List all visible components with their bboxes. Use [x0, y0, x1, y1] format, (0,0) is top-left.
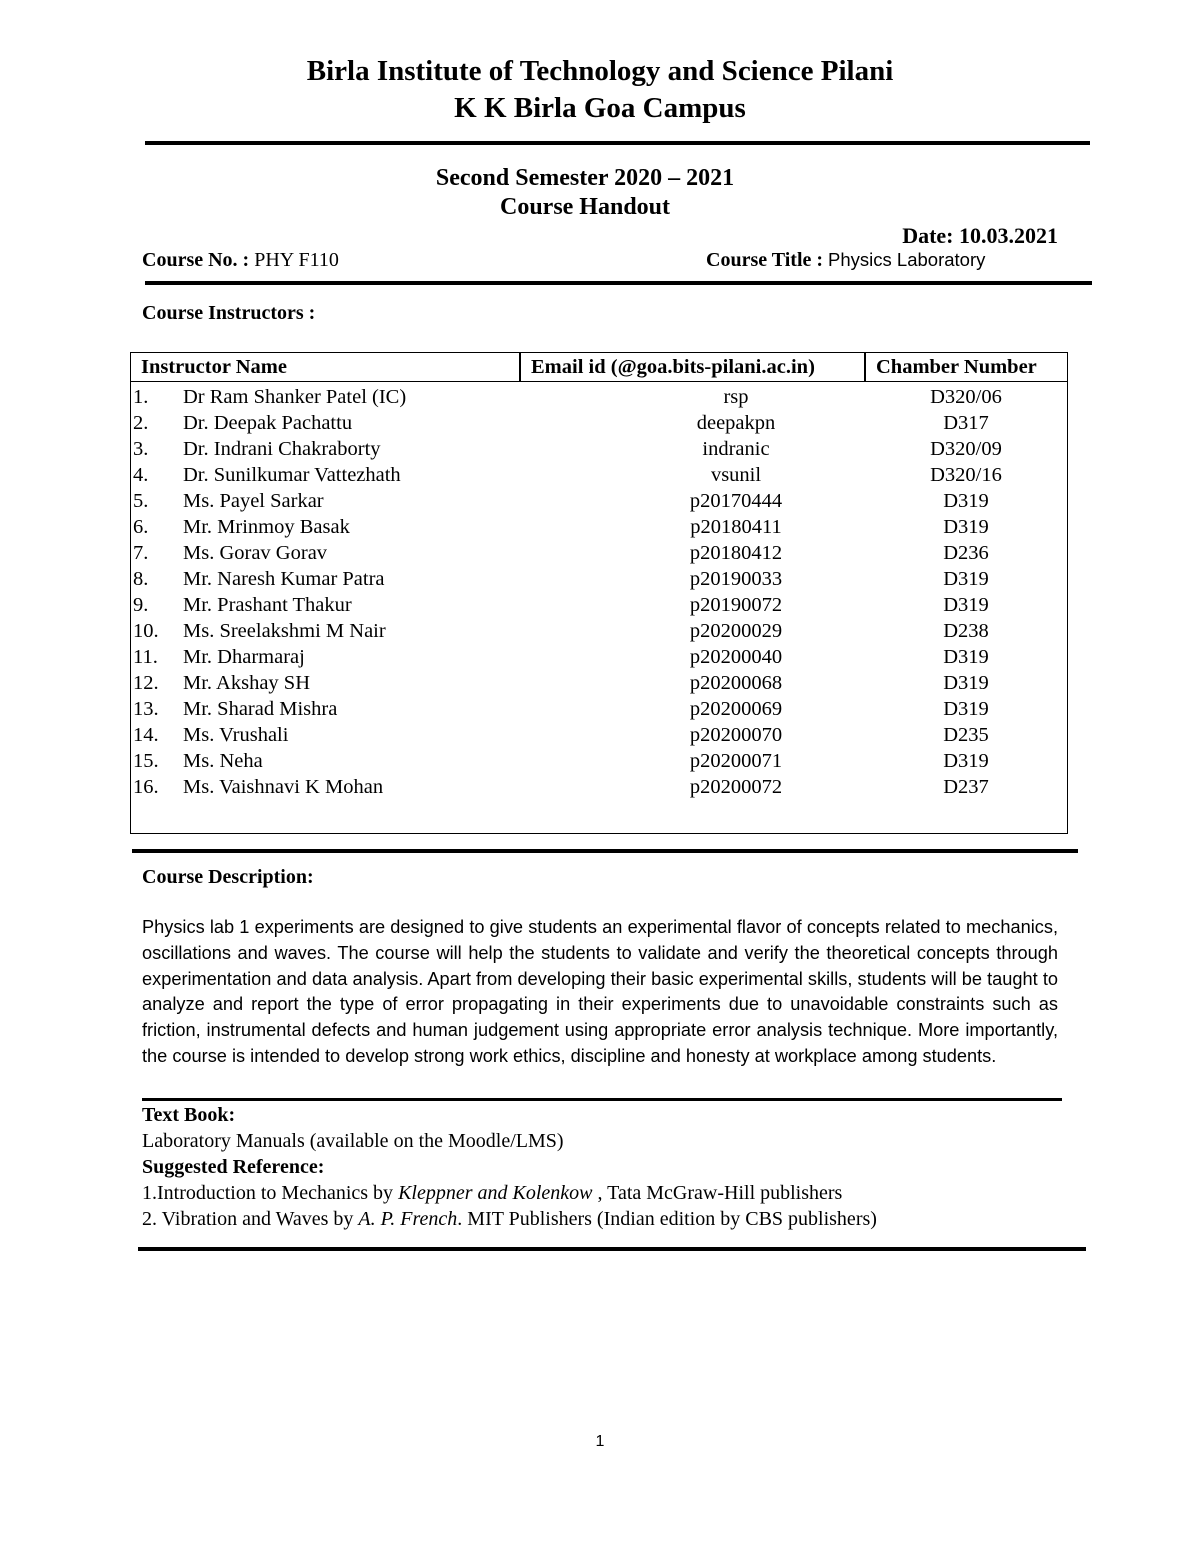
instructor-name: Dr. Indrani Chakraborty	[183, 438, 381, 460]
description-rule	[142, 1098, 1062, 1101]
column-divider	[519, 353, 521, 381]
instructor-name: Dr Ram Shanker Patel (IC)	[183, 386, 407, 408]
row-number: 13.	[133, 698, 159, 720]
instructor-chamber: D319	[943, 698, 989, 720]
row-number: 16.	[133, 776, 159, 798]
reference-2-authors: A. P. French	[358, 1208, 458, 1230]
reference-label: Suggested Reference:	[142, 1156, 325, 1178]
table-row	[131, 384, 1067, 410]
row-number: 14.	[133, 724, 159, 746]
reference-item-2	[142, 1208, 877, 1231]
instructor-email: p20200071	[689, 750, 783, 772]
table-row	[131, 514, 1067, 540]
instructor-email: p20180411	[690, 516, 782, 538]
table-row	[131, 592, 1067, 618]
instructor-name: Ms. Vrushali	[183, 724, 289, 746]
handout-date: Date: 10.03.2021	[902, 223, 1058, 248]
row-number: 4.	[133, 464, 149, 486]
textbook-value: Laboratory Manuals (available on the Moodle/LMS)	[142, 1130, 564, 1152]
course-rule	[145, 281, 1092, 285]
instructor-name: Dr. Sunilkumar Vattezhath	[183, 464, 401, 486]
column-header-name: Instructor Name	[141, 356, 287, 378]
instructor-name: Mr. Mrinmoy Basak	[183, 516, 350, 538]
instructor-email: p20200070	[689, 724, 783, 746]
instructor-email: deepakpn	[696, 412, 776, 434]
instructor-name: Ms. Vaishnavi K Mohan	[183, 776, 384, 798]
institute-name: Birla Institute of Technology and Science Pilani	[306, 55, 894, 87]
instructor-chamber: D319	[943, 516, 989, 538]
table-row	[131, 774, 1067, 800]
reference-2-publisher: . MIT Publishers (Indian edition by CBS publishers)	[457, 1208, 877, 1230]
instructor-chamber: D237	[943, 776, 989, 798]
instructor-chamber: D320/06	[930, 386, 1002, 408]
table-row	[131, 748, 1067, 774]
row-number: 8.	[133, 568, 149, 590]
instructor-email: p20200069	[689, 698, 783, 720]
column-header-email: Email id (@goa.bits-pilani.ac.in)	[531, 356, 815, 378]
course-title	[706, 249, 985, 272]
header-rule	[145, 141, 1090, 145]
table-row	[131, 566, 1067, 592]
course-title-value: Physics Laboratory	[828, 249, 986, 270]
instructor-email: indranic	[702, 438, 770, 460]
instructor-email: p20200029	[689, 620, 783, 642]
instructor-name: Mr. Prashant Thakur	[183, 594, 352, 616]
description-label: Course Description:	[142, 866, 314, 888]
campus-name: K K Birla Goa Campus	[454, 92, 746, 124]
table-row	[131, 410, 1067, 436]
column-header-chamber: Chamber Number	[876, 356, 1037, 378]
page-number: 1	[595, 1433, 605, 1450]
instructors-table	[130, 352, 1068, 834]
row-number: 7.	[133, 542, 149, 564]
table-row	[131, 618, 1067, 644]
document-type-heading: Course Handout	[499, 194, 671, 220]
table-row	[131, 722, 1067, 748]
table-row	[131, 436, 1067, 462]
table-row	[131, 670, 1067, 696]
reference-1-authors: Kleppner and Kolenkow	[398, 1182, 593, 1204]
instructor-name: Ms. Gorav Gorav	[183, 542, 328, 564]
instructors-label: Course Instructors :	[142, 302, 316, 324]
instructor-chamber: D319	[943, 594, 989, 616]
instructor-chamber: D236	[943, 542, 989, 564]
instructor-email: p20200072	[689, 776, 783, 798]
reference-item-1	[142, 1182, 842, 1205]
course-number-label: Course No. :	[142, 249, 250, 271]
table-header	[131, 353, 1067, 382]
row-number: 10.	[133, 620, 159, 642]
instructor-name: Mr. Naresh Kumar Patra	[183, 568, 385, 590]
reference-1-title: 1.Introduction to Mechanics by	[142, 1182, 399, 1204]
instructor-email: rsp	[723, 386, 749, 408]
row-number: 1.	[133, 386, 149, 408]
instructor-name: Ms. Payel Sarkar	[183, 490, 324, 512]
row-number: 15.	[133, 750, 159, 772]
instructor-chamber: D319	[943, 568, 989, 590]
instructor-chamber: D320/16	[930, 464, 1002, 486]
instructor-chamber: D317	[943, 412, 989, 434]
description-text: Physics lab 1 experiments are designed to give students an experimental flavor of concepts related to mechanics, oscillations and waves. The course will help the students to validate and verify the theoretical concepts through experimentation and data analysis. Apart from developing their basic experimental skills, students will be taught to analyze and report the type of error propagating in their experiments due to unavoidable constraints such as friction, instrumental defects and human judgement using appropriate error analysis technique. More importantly, the course is intended to develop strong work ethics, discipline and honesty at workplace among students.	[142, 917, 1058, 1066]
instructor-name: Ms. Sreelakshmi M Nair	[183, 620, 386, 642]
table-rule	[132, 849, 1078, 853]
instructor-name: Ms. Neha	[183, 750, 263, 772]
instructor-chamber: D319	[943, 490, 989, 512]
instructor-email: p20170444	[689, 490, 783, 512]
course-number	[142, 249, 339, 272]
instructor-chamber: D235	[943, 724, 989, 746]
reference-rule	[138, 1247, 1086, 1251]
instructor-chamber: D238	[943, 620, 989, 642]
textbook-label: Text Book:	[142, 1104, 236, 1126]
table-row	[131, 696, 1067, 722]
table-row	[131, 462, 1067, 488]
table-row	[131, 540, 1067, 566]
row-number: 2.	[133, 412, 149, 434]
table-row	[131, 644, 1067, 670]
table-row	[131, 488, 1067, 514]
instructor-email: p20190033	[689, 568, 783, 590]
instructor-name: Mr. Sharad Mishra	[183, 698, 338, 720]
column-divider	[864, 353, 866, 381]
instructor-name: Mr. Akshay SH	[183, 672, 311, 694]
instructor-name: Mr. Dharmaraj	[183, 646, 305, 668]
instructor-chamber: D320/09	[930, 438, 1002, 460]
course-number-value: PHY F110	[254, 249, 339, 271]
row-number: 11.	[133, 646, 158, 668]
row-number: 6.	[133, 516, 149, 538]
instructor-name: Dr. Deepak Pachattu	[183, 412, 353, 434]
row-number: 3.	[133, 438, 149, 460]
row-number: 9.	[133, 594, 149, 616]
instructor-email: p20200068	[689, 672, 783, 694]
course-title-label: Course Title :	[706, 249, 824, 271]
instructor-chamber: D319	[943, 750, 989, 772]
row-number: 12.	[133, 672, 159, 694]
semester-heading: Second Semester 2020 – 2021	[435, 165, 735, 191]
reference-2-title: 2. Vibration and Waves by	[142, 1208, 359, 1230]
instructor-email: p20180412	[689, 542, 783, 564]
instructor-email: p20190072	[689, 594, 783, 616]
instructor-chamber: D319	[943, 646, 989, 668]
row-number: 5.	[133, 490, 149, 512]
reference-1-publisher: , Tata McGraw-Hill publishers	[592, 1182, 843, 1204]
instructor-email: p20200040	[689, 646, 783, 668]
instructor-chamber: D319	[943, 672, 989, 694]
instructor-email: vsunil	[710, 464, 762, 486]
